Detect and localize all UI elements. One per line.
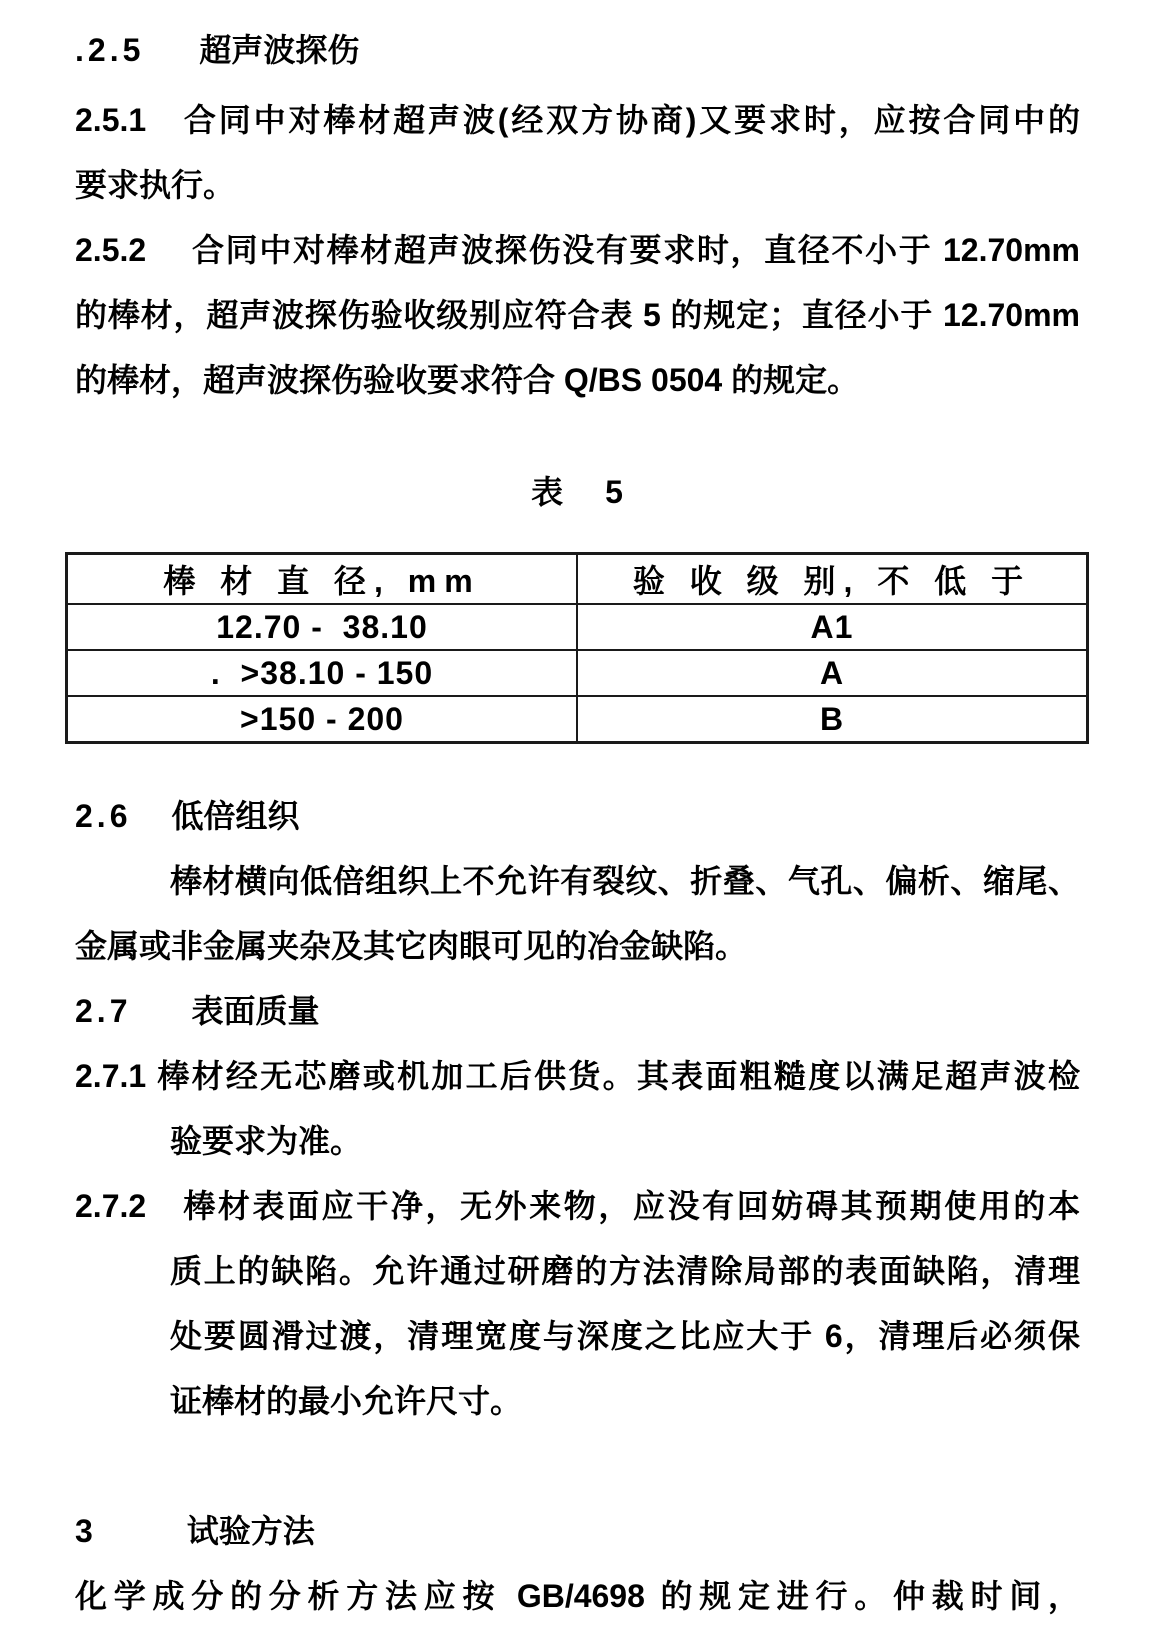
heading-number: 2.6 <box>75 798 132 834</box>
cell-grade: B <box>577 696 1088 743</box>
cell-grade: A <box>577 650 1088 696</box>
heading-title: 低倍组织 <box>171 798 300 834</box>
document-content <box>75 18 1080 1629</box>
table-row <box>67 650 1088 696</box>
text-line: 的棒材，超声波探伤验收要求符合 Q/BS 0504 的规定。 <box>75 362 860 398</box>
text-line: 处要圆滑过渡，清理宽度与深度之比应大于 6，清理后必须保 <box>170 1318 1080 1354</box>
heading-title: 超声波探伤 <box>199 32 360 68</box>
text-line: 2.5.1 合同中对棒材超声波(经双方协商)又要求时，应按合同中的 <box>75 102 1080 138</box>
section-heading-2-7 <box>75 979 1080 1044</box>
text-line: 金属或非金属夹杂及其它肉眼可见的冶金缺陷。 <box>75 928 748 964</box>
text-line: 证棒材的最小允许尺寸。 <box>170 1383 523 1419</box>
heading-number: 3 <box>75 1513 97 1549</box>
text-line: 化学成分的分析方法应按 GB/4698 的规定进行。仲裁时间， <box>75 1578 1080 1614</box>
cell-diameter: 12.70 - 38.10 <box>67 604 578 650</box>
paragraph-2-7-1 <box>75 1044 1080 1174</box>
table-caption <box>65 460 1089 525</box>
text-line: 的棒材，超声波探伤验收级别应符合表 5 的规定；直径小于 12.70mm <box>75 297 1080 333</box>
section-heading-2-6 <box>75 784 1080 849</box>
section-heading-2-5 <box>75 18 1080 83</box>
col-header-diameter: 棒 材 直 径, mm <box>67 554 578 605</box>
heading-number: .2.5 <box>75 32 145 68</box>
heading-title: 表面质量 <box>191 993 320 1029</box>
paragraph-2-5-1 <box>75 88 1080 218</box>
text-line: 2.7.2 棒材表面应干净，无外来物，应没有回妨碍其预期使用的本 <box>75 1188 1080 1224</box>
cell-diameter: >150 - 200 <box>67 696 578 743</box>
paragraph-2-7-2 <box>75 1174 1080 1434</box>
table-caption-number: 5 <box>605 474 623 510</box>
text-line: 2.5.2 合同中对棒材超声波探伤没有要求时，直径不小于 12.70mm <box>75 232 1080 268</box>
heading-number: 2.7 <box>75 993 132 1029</box>
text-line: 要求执行。 <box>75 167 236 203</box>
col-header-grade: 验 收 级 别, 不 低 于 <box>577 554 1088 605</box>
text-line: 质上的缺陷。允许通过研磨的方法清除局部的表面缺陷，清理 <box>170 1253 1080 1289</box>
paragraph-3 <box>75 1564 1080 1629</box>
paragraph-2-6 <box>75 849 1080 979</box>
table-5 <box>65 552 1089 744</box>
section-heading-3 <box>75 1499 1080 1564</box>
table-row <box>67 604 1088 650</box>
cell-grade: A1 <box>577 604 1088 650</box>
table-caption-label: 表 <box>531 474 564 510</box>
text-line: 棒材横向低倍组织上不允许有裂纹、折叠、气孔、偏析、缩尾、 <box>170 863 1080 899</box>
paragraph-2-5-2 <box>75 218 1080 413</box>
table-header-row <box>67 554 1088 605</box>
table-row <box>67 696 1088 743</box>
text-line: 2.7.1 棒材经无芯磨或机加工后供货。其表面粗糙度以满足超声波检 <box>75 1058 1080 1094</box>
document-page <box>0 18 1150 1646</box>
heading-title: 试验方法 <box>186 1513 315 1549</box>
cell-diameter: . >38.10 - 150 <box>67 650 578 696</box>
text-line: 验要求为准。 <box>170 1123 363 1159</box>
